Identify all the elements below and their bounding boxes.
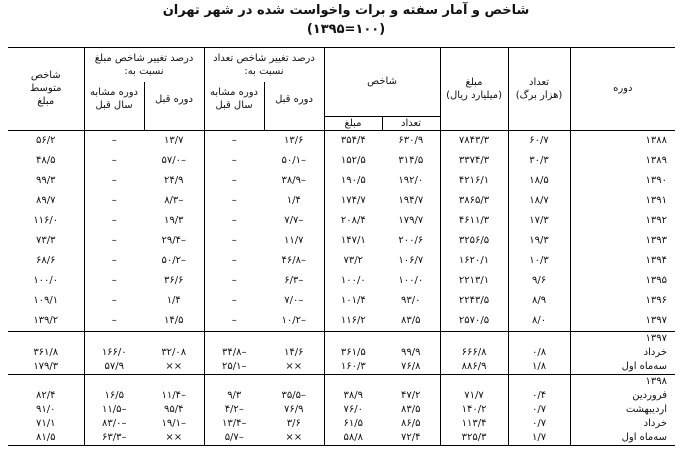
cell-amount: ۲۲۴۳/۵ (440, 291, 508, 311)
header-index: شاخص (324, 48, 440, 117)
cell-amt-same: ۱۶/۵ (84, 389, 144, 403)
cell-amount: ۲۲۱۳/۱ (440, 271, 508, 291)
cell-idx-count: ۲۰۰/۶ (398, 235, 424, 246)
cell-count: ۱۸/۷ (508, 191, 570, 211)
cell-amt-prev: ۱۳/۷ (164, 135, 184, 146)
cell-period: ۱۳۹۰ (570, 171, 675, 191)
cell-avg: ۴۸/۵ (36, 155, 56, 166)
header-count: تعداد (هزار برگ) (508, 48, 570, 131)
cell-cnt-same: –۲۵/۱ (204, 360, 264, 375)
cell-avg: ۷۱/۱ (36, 418, 56, 429)
cell-cnt-prev: ×× (264, 431, 324, 446)
cell-cnt-prev: –۳۵/۵ (281, 390, 306, 401)
cell-idx-count: ۱۰۶/۷ (398, 255, 424, 266)
cell-cnt-prev: ۱۱/۷ (284, 235, 304, 246)
cell-idx-amount: ۱۰۱/۴ (324, 291, 382, 311)
cell-idx-count: ۹۳/۰ (401, 295, 421, 306)
cell-amt-prev: –۸/۳ (164, 195, 184, 206)
cell-amount: ۳۲۵/۳ (440, 431, 508, 446)
cell-count: ۰/۴ (508, 389, 570, 403)
header-avg-index: شاخص متوسط مبلغ (30, 70, 62, 108)
cell-amt-same: – (84, 171, 144, 191)
cell-period: ۱۳۹۷ (570, 311, 675, 332)
table-row (8, 389, 675, 403)
cell-avg: ۸۱/۵ (8, 431, 84, 446)
cell-count: ۳۰/۳ (508, 151, 570, 171)
cell-count: ۱۷/۳ (508, 211, 570, 231)
cell-count: ۰/۷ (508, 417, 570, 431)
cell-idx-amount: ۳۸/۹ (324, 389, 382, 403)
cell-cnt-prev: ۷۶/۹ (284, 404, 304, 415)
cell-period: خرداد (570, 417, 675, 431)
cell-idx-count: ۹۹/۹ (401, 347, 421, 358)
cell-idx-count: ۱۷۹/۷ (398, 215, 424, 226)
table-title: شاخص و آمار سفته و برات واخواست شده در شهر تهران (162, 3, 530, 18)
cell-idx-count: ۸۳/۵ (401, 315, 421, 326)
cell-cnt-same: – (204, 251, 264, 271)
cell-amount: ۲۵۷۰/۵ (440, 311, 508, 332)
cell-avg: ۳۶۱/۸ (33, 347, 59, 358)
table-row (8, 403, 675, 417)
cell-avg: ۱۷۹/۳ (33, 361, 59, 372)
cell-cnt-prev: –۷/۷ (284, 215, 304, 226)
cell-cnt-prev: –۱۰/۲ (281, 315, 306, 326)
cell-amt-same: –۶۳/۳ (84, 431, 144, 446)
cell-amount: ۸۸۶/۹ (440, 360, 508, 375)
header-spacer (144, 116, 204, 130)
cell-idx-count: ۴۷/۲ (401, 390, 421, 401)
cell-amount: ۳۳۷۴/۳ (440, 151, 508, 171)
table-row (8, 431, 675, 446)
cell-cnt-prev: –۶/۳ (284, 275, 304, 286)
section-year-1398: ۱۳۹۸ (570, 374, 675, 389)
cell-cnt-same: – (204, 130, 264, 151)
cell-amt-same: – (84, 151, 144, 171)
table-row (8, 151, 675, 171)
cell-amt-same: – (84, 130, 144, 151)
cell-avg: ۶۸/۶ (36, 255, 56, 266)
cell-count: ۸/۹ (508, 291, 570, 311)
cell-amt-same: – (84, 311, 144, 332)
cell-period: ۱۳۹۳ (570, 231, 675, 251)
header-count-prev: دوره قبل (264, 82, 324, 116)
cell-cnt-prev: ۳/۶ (286, 418, 301, 429)
cell-idx-amount: ۳۶۱/۵ (324, 346, 382, 360)
cell-amount: ۱۶۲۰/۱ (440, 251, 508, 271)
cell-amt-prev: ۱/۴ (166, 295, 181, 306)
cell-amt-same: – (84, 231, 144, 251)
cell-count: ۱۸/۵ (508, 171, 570, 191)
cell-idx-amount: ۱۱۶/۲ (324, 311, 382, 332)
cell-amt-same: ۵۷/۹ (84, 360, 144, 375)
cell-amt-prev: –۵۰/۲ (161, 255, 186, 266)
cell-period: اردیبهشت (570, 403, 675, 417)
header-spacer (264, 116, 324, 130)
cell-avg: ۱۰۹/۱ (33, 295, 59, 306)
cell-amt-prev: ۳۲/۰۸ (161, 347, 187, 358)
cell-cnt-prev: –۷/۰ (284, 295, 304, 306)
cell-amt-prev: ۳۶/۶ (164, 275, 184, 286)
table-row (8, 231, 675, 251)
table-row (8, 311, 675, 332)
cell-amt-prev: ×× (165, 361, 183, 372)
cell-idx-amount: ۵۸/۸ (324, 431, 382, 446)
table-row (8, 417, 675, 431)
cell-count: ۰/۸ (508, 346, 570, 360)
cell-avg: ۹۹/۳ (36, 175, 56, 186)
cell-cnt-same: – (204, 311, 264, 332)
header-amount-same: دوره مشابه سال قبل (84, 82, 144, 116)
cell-idx-count: ۱۹۴/۷ (398, 195, 424, 206)
cell-avg: ۱۱۶/۰ (33, 215, 59, 226)
cell-amt-prev: –۱۱/۴ (161, 390, 186, 401)
cell-cnt-same: ۹/۳ (204, 389, 264, 403)
cell-idx-count: ۷۲/۴ (382, 431, 440, 446)
cell-amount: ۳۲۵۶/۵ (440, 231, 508, 251)
cell-count: ۰/۷ (508, 403, 570, 417)
cell-amount: ۱۴۰/۲ (440, 403, 508, 417)
table-row (8, 346, 675, 360)
cell-cnt-same: –۱۳/۴ (204, 417, 264, 431)
cell-period: ۱۳۹۲ (570, 211, 675, 231)
cell-amt-same: – (84, 291, 144, 311)
cell-idx-amount: ۱۵۲/۵ (324, 151, 382, 171)
table-row (8, 271, 675, 291)
cell-avg: ۱۰۰/۰ (33, 275, 59, 286)
cell-amount: ۴۶۱۱/۳ (440, 211, 508, 231)
header-pct-amount: درصد تغییر شاخص مبلغ نسبت به: (84, 48, 204, 83)
cell-period: ۱۳۹۶ (570, 291, 675, 311)
cell-amt-same: ۱۶۶/۰ (84, 346, 144, 360)
cell-idx-amount: ۱۴۷/۱ (324, 231, 382, 251)
cell-cnt-same: –۴/۲ (204, 403, 264, 417)
cell-period: ۱۳۹۴ (570, 251, 675, 271)
section-header-row (8, 374, 675, 389)
cell-idx-amount: ۲۰۸/۴ (324, 211, 382, 231)
cell-count: ۱۰/۳ (508, 251, 570, 271)
cell-idx-count: ۷۶/۸ (401, 361, 421, 372)
cell-idx-amount: ۱۷۴/۷ (324, 191, 382, 211)
cell-count: ۸/۰ (508, 311, 570, 332)
header-index-amount: مبلغ (324, 116, 382, 130)
cell-amt-prev: ۲۴/۹ (164, 175, 184, 186)
section-header-row (8, 331, 675, 346)
header-count-same: دوره مشابه سال قبل (204, 82, 264, 116)
cell-avg: ۷۳/۳ (36, 235, 56, 246)
cell-cnt-prev: ۱/۴ (286, 195, 301, 206)
cell-idx-count: ۶۳۰/۹ (398, 135, 424, 146)
cell-amt-prev: ×× (144, 431, 204, 446)
index-table (8, 47, 675, 446)
cell-amount: ۷۱/۷ (440, 389, 508, 403)
cell-count: ۱۹/۳ (508, 231, 570, 251)
header-spacer (84, 116, 144, 130)
table-row (8, 191, 675, 211)
cell-idx-amount: ۶۱/۵ (324, 417, 382, 431)
cell-idx-count: ۱۰۰/۰ (398, 275, 424, 286)
cell-amount: ۳۸۶۵/۳ (440, 191, 508, 211)
table-row (8, 171, 675, 191)
cell-amt-same: –۸۳/۰ (84, 417, 144, 431)
cell-cnt-same: – (204, 211, 264, 231)
cell-count: ۱/۸ (508, 360, 570, 375)
table-row (8, 360, 675, 375)
cell-idx-count: ۳۱۴/۵ (398, 155, 424, 166)
cell-count: ۹/۶ (508, 271, 570, 291)
cell-cnt-same: – (204, 151, 264, 171)
header-spacer (204, 116, 264, 130)
cell-cnt-same: – (204, 231, 264, 251)
cell-period: ۱۳۹۱ (570, 191, 675, 211)
cell-amount: ۷۸۴۳/۳ (440, 130, 508, 151)
header-pct-count: درصد تغییر شاخص تعداد نسبت به: (204, 48, 324, 83)
cell-cnt-prev: ۱۳/۶ (284, 135, 304, 146)
cell-cnt-prev: ×× (285, 361, 303, 372)
cell-cnt-same: –۳۴/۸ (204, 346, 264, 360)
table-row (8, 130, 675, 151)
cell-idx-count: ۸۶/۵ (401, 418, 421, 429)
cell-idx-amount: ۷۶/۰ (324, 403, 382, 417)
header-index-count: تعداد (382, 116, 440, 130)
cell-idx-count: ۸۳/۵ (401, 404, 421, 415)
cell-count: ۶۰/۷ (508, 130, 570, 151)
cell-avg: ۵۶/۲ (36, 135, 56, 146)
cell-idx-amount: ۱۹۰/۵ (324, 171, 382, 191)
cell-cnt-same: –۵/۷ (204, 431, 264, 446)
cell-idx-amount: ۷۳/۲ (324, 251, 382, 271)
cell-cnt-same: – (204, 291, 264, 311)
cell-idx-count: ۱۹۲/۰ (398, 175, 424, 186)
table-row (8, 211, 675, 231)
cell-amt-same: – (84, 191, 144, 211)
table-subtitle: (۱۰۰=۱۳۹۵) (306, 22, 386, 37)
cell-amt-prev: –۱۹/۱ (161, 418, 186, 429)
cell-cnt-prev: –۳۸/۹ (281, 175, 306, 186)
table-row (8, 291, 675, 311)
cell-period: سه‌ماه اول (570, 360, 675, 375)
header-amount-prev: دوره قبل (144, 82, 204, 116)
header-period: دوره (570, 48, 675, 131)
cell-amt-same: –۱۱/۵ (84, 403, 144, 417)
cell-amt-prev: ۹۵/۴ (164, 404, 184, 415)
cell-period: ۱۳۸۸ (570, 130, 675, 151)
cell-idx-amount: ۱۶۰/۳ (324, 360, 382, 375)
cell-cnt-same: – (204, 271, 264, 291)
cell-period: سه‌ماه اول (570, 431, 675, 446)
cell-avg: ۱۳۹/۲ (33, 315, 59, 326)
cell-amt-same: – (84, 211, 144, 231)
cell-cnt-same: – (204, 191, 264, 211)
cell-idx-amount: ۱۰۰/۰ (324, 271, 382, 291)
cell-avg: ۸۹/۷ (36, 195, 56, 206)
section-year-1397: ۱۳۹۷ (570, 331, 675, 346)
cell-amount: ۶۶۶/۸ (440, 346, 508, 360)
cell-amt-same: – (84, 251, 144, 271)
cell-cnt-prev: –۵۰/۱ (281, 155, 306, 166)
cell-amt-prev: ۱۹/۳ (164, 215, 184, 226)
cell-cnt-prev: –۴۶/۸ (281, 255, 306, 266)
cell-avg: ۹۱/۰ (36, 404, 56, 415)
cell-period: ۱۳۸۹ (570, 151, 675, 171)
header-amount: مبلغ (میلیارد ریال) (440, 48, 508, 131)
cell-count: ۱/۷ (508, 431, 570, 446)
cell-amt-prev: –۵۷/۰ (161, 155, 186, 166)
cell-amt-same: – (84, 271, 144, 291)
cell-amount: ۱۱۳/۴ (440, 417, 508, 431)
cell-period: فروردین (570, 389, 675, 403)
cell-amt-prev: ۱۴/۵ (164, 315, 184, 326)
cell-cnt-same: – (204, 171, 264, 191)
cell-amt-prev: –۲۹/۴ (161, 235, 186, 246)
table-row (8, 251, 675, 271)
cell-period: خرداد (570, 346, 675, 360)
cell-period: ۱۳۹۵ (570, 271, 675, 291)
cell-cnt-prev: ۱۴/۶ (284, 347, 304, 358)
cell-idx-amount: ۳۵۴/۴ (324, 130, 382, 151)
cell-amount: ۴۲۱۶/۱ (440, 171, 508, 191)
cell-avg: ۸۲/۴ (36, 390, 56, 401)
